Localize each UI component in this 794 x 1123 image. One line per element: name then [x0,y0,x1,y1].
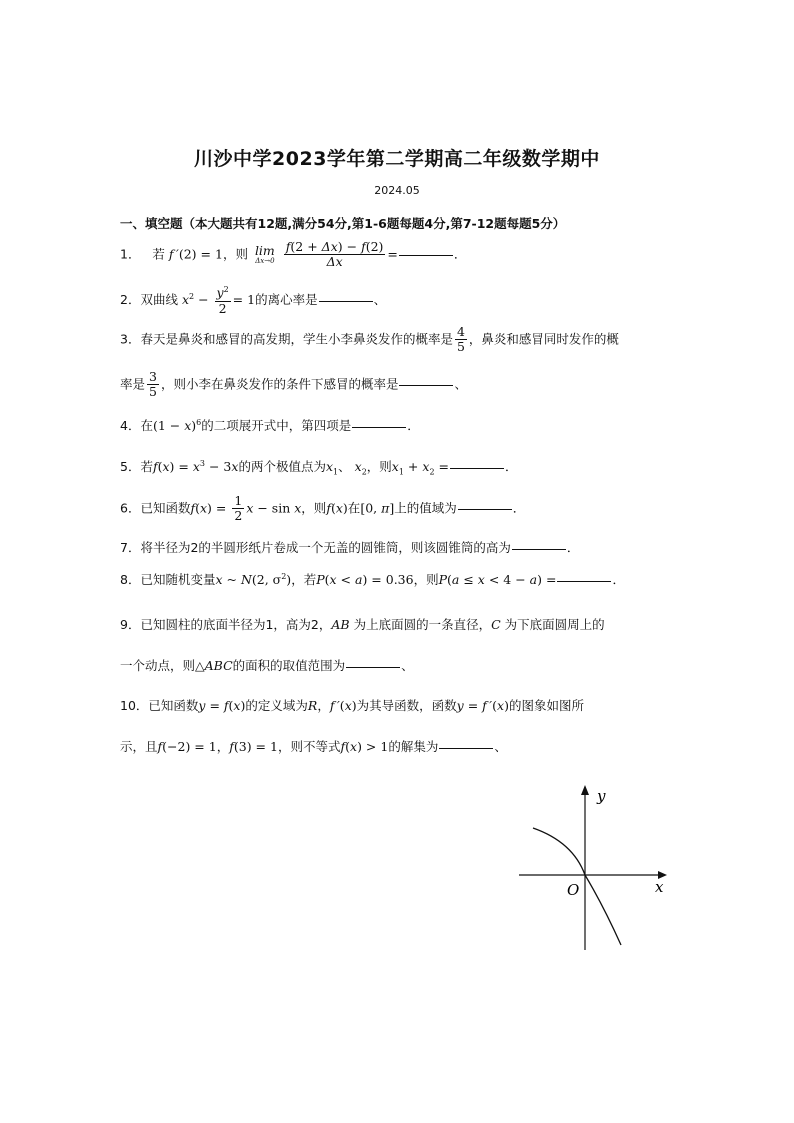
section-heading: 一、填空题（本大题共有12题,满分54分,第1-6题每题4分,第7-12题每题5分） [120,216,566,231]
question-9-cont: 一个动点，则△ABC的面积的取值范围为 、 [120,658,414,673]
derivative-graph [515,780,675,955]
answer-blank [346,666,400,668]
question-8: 8．已知随机变量x ~ N(2, $\sigma^2$)，若P(x < a) = 0.36，则P(a ≤ x < 4 − a) = ． [120,571,625,587]
answer-blank [352,426,406,428]
question-1: 1． 若 f ′(2) = 1，则 lim Δx→0 $\frac{f(2 + \Delta x) - f(2)}{\Delta x}$ = ． [120,239,467,270]
x-axis-label: x [655,878,664,896]
question-6: 6．已知函数f(x) = $\frac{1}{2}$ x − sin x，则f(x)在[0, π]上的值域为 ． [120,493,526,524]
question-10: 10．已知函数y = f(x)的定义域为R，f ′(x)为其导函数，函数y = f ′(x)的图象如图所 [120,698,584,713]
question-3: 3．春天是鼻炎和感冒的高发期，学生小李鼻炎发作的概率是 $\frac{4}{5}$ ，鼻炎和感冒同时发作的概 [120,324,619,355]
question-5: 5．若$f(x) = x^3 - 3x$的两个极值点为$x_1$、 $x_2$，则$x_1 + x_2$ = ． [120,458,518,477]
answer-blank [319,300,373,302]
answer-blank [399,254,453,256]
question-7: 7．将半径为2的半圆形纸片卷成一个无盖的圆锥筒，则该圆锥筒的高为 ． [120,540,580,555]
question-2: 2．双曲线 $x^2$ − $\frac{y^2}{2}$ = 1的离心率是 、 [120,285,387,316]
y-axis-arrow [581,785,589,795]
question-4: 4．在$(1 - x)^6$的二项展开式中，第四项是 ． [120,417,420,433]
answer-blank [450,467,504,469]
exam-date: 2024.05 [374,184,420,197]
answer-blank [439,747,493,749]
answer-blank [399,384,453,386]
math-expr: f ′ [168,246,179,262]
question-3-cont: 率是 $\frac{3}{5}$ ，则小李在鼻炎发作的条件下感冒的概率是 、 [120,369,467,400]
answer-blank [557,580,611,582]
page-title: 川沙中学2023学年第二学期高二年级数学期中 [194,148,600,170]
difference-quotient: $\frac{f(2 + \Delta x) - f(2)}{\Delta x}$ [285,239,384,270]
answer-blank [458,508,512,510]
y-axis-label: y [597,787,606,805]
limit-symbol: lim Δx→0 [254,243,275,265]
question-10-cont: 示，且f(−2) = 1，f(3) = 1，则不等式f(x) > 1的解集为 、 [120,739,507,754]
origin-label: O [567,881,580,899]
answer-blank [512,548,566,550]
question-9: 9．已知圆柱的底面半径为1，高为2，AB 为上底面圆的一条直径，C 为下底面圆周上的 [120,617,605,632]
